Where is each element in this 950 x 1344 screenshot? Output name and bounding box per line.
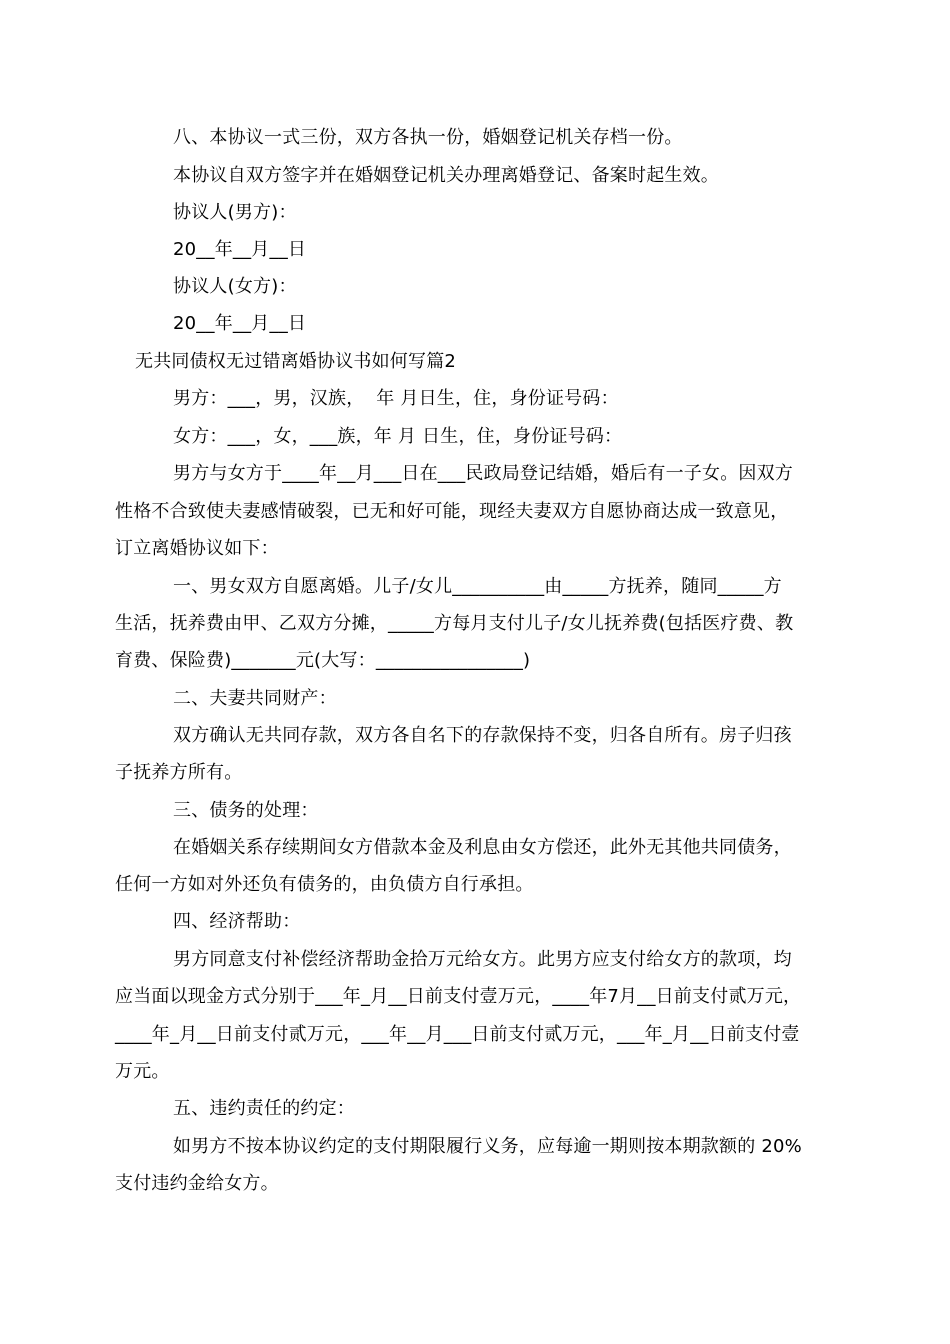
signatory-female-date: 20__年__月__日	[173, 313, 307, 334]
section-heading: 无共同债权无过错离婚协议书如何写篇2	[135, 351, 457, 372]
clause-4-line-2: 应当面以现金方式分别于___年_月__日前支付壹万元，____年7月__日前支付贰万元，	[115, 986, 802, 1007]
signatory-male-date: 20__年__月__日	[173, 239, 307, 260]
party-female-info: 女方：___，女，___族，年 月 日生，住，身份证号码：	[173, 426, 623, 447]
intro-paragraph-line-2: 性格不合致使夫妻感情破裂，已无和好可能，现经夫妻双方自愿协商达成一致意见，	[115, 501, 789, 522]
clause-3-line-1: 在婚姻关系存续期间女方借款本金及利息由女方偿还，此外无其他共同债务，	[173, 837, 792, 858]
clause-1-line-1: 一、男女双方自愿离婚。儿子/女儿__________由_____方抚养，随同_____方	[173, 576, 782, 597]
intro-paragraph-line-1: 男方与女方于____年__月___日在___民政局登记结婚，婚后有一子女。因双方	[173, 463, 793, 484]
clause-2-heading: 二、夫妻共同财产：	[173, 688, 337, 709]
clause-5-line-1: 如男方不按本协议约定的支付期限履行义务，应每逾一期则按本期款额的 20%	[173, 1136, 802, 1157]
clause-8: 八、本协议一式三份，双方各执一份，婚姻登记机关存档一份。	[173, 127, 683, 148]
clause-2-line-1: 双方确认无共同存款，双方各自名下的存款保持不变，归各自所有。房子归孩	[173, 725, 792, 746]
clause-2-line-2: 子抚养方所有。	[115, 762, 243, 783]
clause-4-line-4: 万元。	[115, 1061, 170, 1082]
party-male-info: 男方：___，男，汉族， 年 月日生，住，身份证号码：	[173, 388, 619, 409]
clause-4-line-3: ____年_月__日前支付贰万元，___年__月___日前支付贰万元，___年_月__日前支付壹	[115, 1024, 800, 1045]
clause-3-line-2: 任何一方如对外还负有债务的，由负债方自行承担。	[115, 874, 534, 895]
clause-4-line-1: 男方同意支付补偿经济帮助金拾万元给女方。此男方应支付给女方的款项，均	[173, 949, 792, 970]
clause-3-heading: 三、债务的处理：	[173, 800, 319, 821]
clause-1-line-2: 生活，抚养费由甲、乙双方分摊，_____方每月支付儿子/女儿抚养费(包括医疗费、教	[115, 613, 794, 634]
signatory-female-label: 协议人(女方)：	[173, 276, 297, 297]
clause-5-heading: 五、违约责任的约定：	[173, 1098, 355, 1119]
signatory-male-label: 协议人(男方)：	[173, 202, 297, 223]
clause-1-line-3: 育费、保险费)_______元(大写：________________)	[115, 650, 531, 671]
clause-5-line-2: 支付违约金给女方。	[115, 1173, 279, 1194]
clause-4-heading: 四、经济帮助：	[173, 911, 301, 932]
effective-clause: 本协议自双方签字并在婚姻登记机关办理离婚登记、备案时起生效。	[173, 165, 719, 186]
intro-paragraph-line-3: 订立离婚协议如下：	[115, 538, 279, 559]
